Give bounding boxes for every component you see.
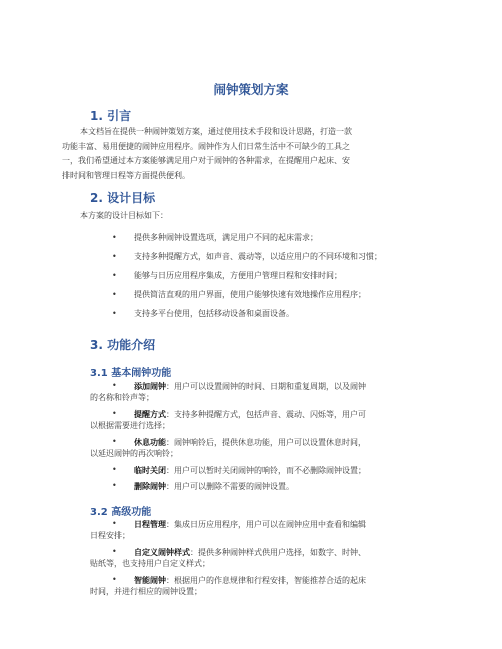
bullet-icon: • <box>112 252 117 261</box>
item-text: ：集成日历应用程序，用户可以在闹钟应用中查看和编辑 <box>166 520 366 529</box>
term-label: 休息功能 <box>134 437 166 447</box>
intro-line-2: 功能丰富、易用便捷的闹钟应用程序。闹钟作为人们日常生活中不可缺少的工具之 <box>62 141 350 151</box>
term-label: 自定义闹钟样式 <box>134 547 190 557</box>
item-text: ：根据用户的作息规律和行程安排，智能推荐合适的起床 <box>166 576 366 585</box>
bullet-icon: • <box>112 381 117 390</box>
term-label: 临时关闭 <box>134 465 166 475</box>
intro-paragraph <box>62 125 442 183</box>
term-label: 删除闹钟 <box>134 481 166 491</box>
bullet-icon: • <box>112 271 117 280</box>
heading-introduction: 1. 引言 <box>90 109 132 123</box>
basic-item-add-alarm-cont: 的名称和铃声等； <box>90 393 154 402</box>
goal-item-4: 提供简洁直观的用户界面，使用户能够快速有效地操作应用程序； <box>134 290 366 299</box>
advanced-item-smart-alarm-cont: 时间，并进行相应的闹钟设置； <box>90 587 202 596</box>
basic-item-delete <box>134 480 294 493</box>
basic-item-temp-close <box>134 464 366 477</box>
bullet-icon: • <box>112 409 117 418</box>
item-text: ：用户可以暂时关闭闹钟的响铃，而不必删除闹钟设置； <box>166 466 366 475</box>
bullet-icon: • <box>112 309 117 318</box>
heading-basic-features: 3.1 基本闹钟功能 <box>90 368 172 379</box>
heading-design-goals: 2. 设计目标 <box>90 191 156 205</box>
bullet-icon: • <box>112 547 117 556</box>
intro-line-4: 排时间和管理日程等方面提供便利。 <box>62 170 190 180</box>
term-label: 日程管理 <box>134 519 166 529</box>
advanced-item-schedule <box>134 518 366 531</box>
intro-line-1: 本文档旨在提供一种闹钟策划方案，通过使用技术手段和设计思路，打造一款 <box>80 127 352 136</box>
basic-item-snooze-cont: 以延迟闹钟的再次响铃； <box>90 449 178 458</box>
bullet-icon: • <box>112 233 117 242</box>
goal-item-5: 支持多平台使用，包括移动设备和桌面设备。 <box>134 309 294 318</box>
item-text: ：用户可以删除不需要的闹钟设置。 <box>166 482 294 491</box>
bullet-icon: • <box>112 290 117 299</box>
item-text: ：闹钟响铃后，提供休息功能，用户可以设置休息时间， <box>166 438 366 447</box>
bullet-icon: • <box>112 481 117 490</box>
goal-item-1: 提供多种闹钟设置选项，满足用户不同的起床需求； <box>134 233 318 242</box>
item-text: ：支持多种提醒方式，包括声音、震动、闪烁等，用户可 <box>166 410 366 419</box>
item-text: ：提供多种闹钟样式供用户选择，如数字、时钟、 <box>190 548 366 557</box>
bullet-icon: • <box>112 519 117 528</box>
intro-line-3: 一，我们希望通过本方案能够满足用户对于闹钟的各种需求，在提醒用户起床、安 <box>62 156 350 165</box>
term-label: 添加闹钟 <box>134 381 166 391</box>
heading-advanced-features: 3.2 高级功能 <box>90 507 152 518</box>
term-label: 智能闹钟 <box>134 575 166 585</box>
bullet-icon: • <box>112 465 117 474</box>
document-title: 闹钟策划方案 <box>213 82 289 97</box>
term-label: 提醒方式 <box>134 409 166 419</box>
heading-features: 3. 功能介绍 <box>90 338 156 352</box>
item-text: ：用户可以设置闹钟的时间、日期和重复周期，以及闹钟 <box>166 382 366 391</box>
bullet-icon: • <box>112 437 117 446</box>
bullet-icon: • <box>112 575 117 584</box>
basic-item-reminder-cont: 以根据需要进行选择； <box>90 421 170 430</box>
goal-item-3: 能够与日历应用程序集成，方便用户管理日程和安排时间； <box>134 271 342 280</box>
goal-item-2: 支持多种提醒方式，如声音、震动等，以适应用户的不同环境和习惯； <box>134 252 382 261</box>
goals-lead-text: 本方案的设计目标如下： <box>80 211 168 220</box>
basic-item-add-alarm <box>134 380 366 393</box>
advanced-item-custom-style-cont: 贴纸等，也支持用户自定义样式； <box>90 559 210 568</box>
advanced-item-schedule-cont: 日程安排； <box>90 531 130 540</box>
